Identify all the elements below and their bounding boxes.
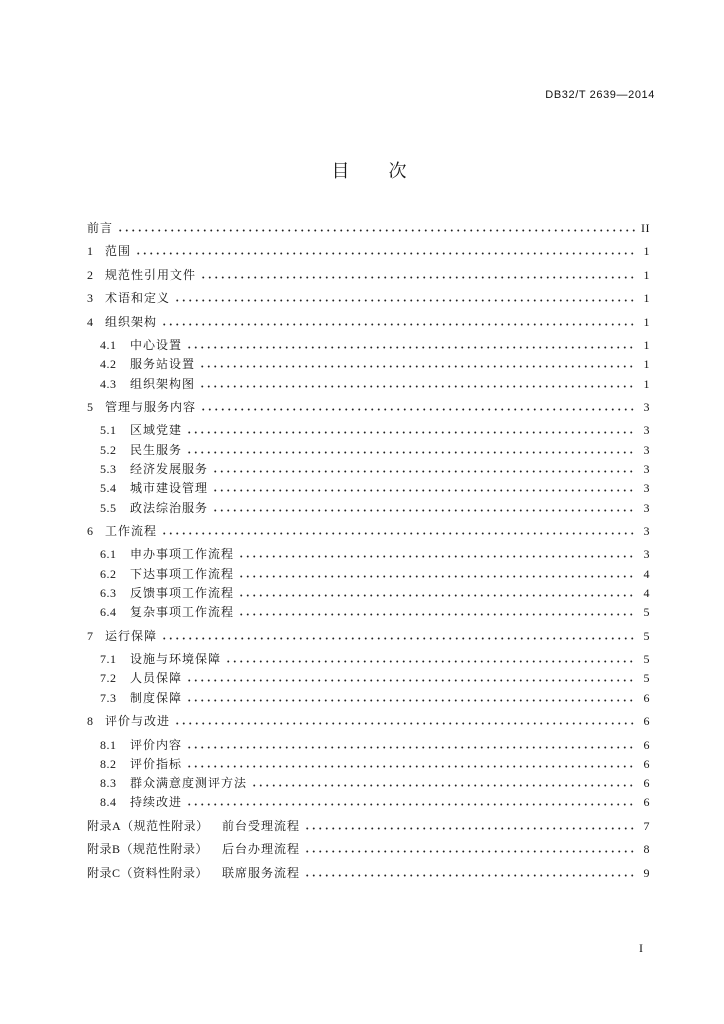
toc-entry-title: 前言 — [87, 221, 114, 235]
toc-entry-number: 附录B（规范性附录） — [87, 842, 209, 857]
toc-entry-number: 5 — [87, 400, 94, 414]
toc-entry-page: 3 — [643, 400, 650, 414]
dot-leader — [161, 637, 635, 640]
dot-leader — [238, 575, 635, 578]
dot-leader — [186, 431, 635, 434]
dot-leader — [200, 408, 635, 411]
toc-appendix-entry — [87, 841, 650, 857]
toc-entry-title: 制度保障 — [130, 690, 183, 705]
toc-entry-page: 1 — [643, 314, 650, 329]
dot-leader — [304, 874, 635, 877]
toc-section-entry — [87, 290, 650, 306]
toc-entry-page: 1 — [643, 267, 650, 282]
toc-entry-title: 评价指标 — [130, 756, 183, 771]
toc-entry-title: 反馈事项工作流程 — [130, 586, 235, 600]
toc-entry-page: 3 — [643, 524, 650, 538]
dot-leader — [238, 594, 635, 597]
toc-subsection-entry — [100, 794, 650, 810]
toc-entry-page: 3 — [643, 462, 650, 476]
dot-leader — [117, 229, 635, 232]
dot-leader — [186, 746, 635, 749]
toc-section-entry — [87, 399, 650, 415]
toc-entry-number: 7.2 — [100, 671, 117, 686]
toc-entry-title: 管理与服务内容 — [105, 400, 197, 414]
toc-entry-page: 5 — [643, 605, 650, 620]
toc-entry-page: 7 — [643, 818, 650, 833]
toc-entry-page: 3 — [643, 481, 650, 496]
toc-entry-number: 5.1 — [100, 423, 117, 438]
toc-entry-page: 6 — [643, 737, 650, 752]
toc-section-entry — [87, 267, 650, 283]
toc-subsection-entry — [100, 442, 650, 458]
toc-entry-page: 6 — [643, 756, 650, 771]
dot-leader — [251, 784, 635, 787]
toc-entry-title: 区域党建 — [130, 423, 183, 438]
toc-subsection-entry — [100, 546, 650, 562]
dot-leader — [174, 722, 635, 725]
toc-entry-title: 运行保障 — [105, 628, 158, 643]
toc-entry-title: 规范性引用文件 — [105, 267, 197, 282]
toc-entry-page: 8 — [643, 842, 650, 857]
dot-leader — [304, 850, 635, 853]
toc-subsection-entry — [100, 422, 650, 438]
toc-entry-page: 3 — [643, 442, 650, 457]
toc-entry-page: 4 — [643, 586, 650, 600]
toc-section-entry — [87, 243, 650, 259]
toc-entry-number: 4 — [87, 314, 94, 329]
toc-entry-title: 联席服务流程 — [222, 865, 301, 880]
toc-subsection-entry — [100, 690, 650, 706]
toc-entry-number: 8.4 — [100, 795, 117, 810]
dot-leader — [200, 276, 635, 279]
toc-entry-title: 工作流程 — [105, 524, 158, 538]
toc-entry-number: 5.3 — [100, 462, 117, 476]
toc-entry-number: 1 — [87, 244, 94, 259]
toc-entry-title: 术语和定义 — [105, 291, 171, 306]
toc-entry-page: 5 — [643, 628, 650, 643]
toc-entry-number: 8.3 — [100, 776, 117, 791]
dot-leader — [225, 660, 635, 663]
toc-subsection-entry — [100, 756, 650, 772]
toc-section-entry — [87, 523, 650, 539]
toc-entry-page: 5 — [643, 671, 650, 686]
dot-leader — [186, 803, 635, 806]
dot-leader — [212, 489, 635, 492]
toc-entry-title: 人员保障 — [130, 671, 183, 686]
toc-entry-number: 附录C（资料性附录） — [87, 865, 209, 880]
toc-entry-number: 附录A（规范性附录） — [87, 818, 209, 833]
toc-entry-number: 5.4 — [100, 481, 117, 496]
toc-entry-number: 5.2 — [100, 442, 117, 457]
toc-entry-page: 4 — [643, 566, 650, 581]
dot-leader — [186, 679, 635, 682]
dot-leader — [199, 385, 635, 388]
toc-entry-page: 1 — [643, 291, 650, 306]
toc-subsection-entry — [100, 500, 650, 516]
toc-entry-page: 6 — [643, 714, 650, 729]
toc-entry-page: 3 — [643, 547, 650, 562]
toc-entry-number: 5.5 — [100, 500, 117, 515]
toc-appendix-entry — [87, 865, 650, 881]
dot-leader — [212, 509, 635, 512]
toc-entry-page: 6 — [643, 776, 650, 791]
toc-entry-title: 持续改进 — [130, 795, 183, 810]
toc-entry-title: 下达事项工作流程 — [130, 566, 235, 581]
toc-subsection-entry — [100, 480, 650, 496]
toc-entry-number: 4.3 — [100, 376, 117, 391]
toc-section-entry — [87, 628, 650, 644]
toc-entry-number: 7.3 — [100, 690, 117, 705]
dot-leader — [199, 365, 635, 368]
toc-entry-page: 6 — [643, 795, 650, 810]
toc-subsection-entry — [100, 670, 650, 686]
toc-entry-number: 3 — [87, 291, 94, 306]
toc-entry-title: 民生服务 — [130, 442, 183, 457]
toc-subsection-entry — [100, 585, 650, 601]
toc-entry-title: 复杂事项工作流程 — [130, 605, 235, 620]
page-number: I — [639, 941, 643, 955]
dot-leader — [186, 699, 635, 702]
toc-entry-title: 政法综治服务 — [130, 500, 209, 515]
toc-entry-title: 组织架构图 — [130, 376, 196, 391]
dot-leader — [238, 613, 635, 616]
toc-subsection-entry — [100, 356, 650, 372]
toc-entry-number: 4.2 — [100, 357, 117, 372]
toc-entry-number: 7.1 — [100, 652, 117, 667]
toc-section-entry — [87, 220, 650, 236]
toc-entry-number: 8.1 — [100, 737, 117, 752]
toc-entry-title: 城市建设管理 — [130, 481, 209, 496]
toc-entry-number: 7 — [87, 628, 94, 643]
toc-entry-number: 8.2 — [100, 756, 117, 771]
toc-subsection-entry — [100, 737, 650, 753]
toc-entry-title: 申办事项工作流程 — [130, 547, 235, 562]
toc-entry-page: 1 — [643, 338, 650, 352]
toc-entry-page: 5 — [643, 652, 650, 667]
toc-entry-number: 8 — [87, 714, 94, 729]
toc-entry-title: 范围 — [105, 244, 132, 259]
toc-entry-number: 6.4 — [100, 605, 117, 620]
toc-entry-title: 组织架构 — [105, 314, 158, 329]
standard-code-header: DB32/T 2639—2014 — [545, 89, 655, 101]
toc-entry-title: 评价与改进 — [105, 714, 171, 729]
toc-entry-number: 4.1 — [100, 338, 117, 352]
dot-leader — [161, 532, 635, 535]
toc-subsection-entry — [100, 604, 650, 620]
toc-subsection-entry — [100, 376, 650, 392]
toc-subsection-entry — [100, 775, 650, 791]
dot-leader — [135, 252, 635, 255]
toc-entry-page: II — [641, 221, 650, 235]
toc-entry-page: 9 — [643, 865, 650, 880]
toc-entry-title: 设施与环境保障 — [130, 652, 222, 667]
toc-subsection-entry — [100, 461, 650, 477]
toc-entry-number: 2 — [87, 267, 94, 282]
toc-section-entry — [87, 713, 650, 729]
toc-entry-title: 服务站设置 — [130, 357, 196, 372]
dot-leader — [186, 346, 635, 349]
toc-section-entry — [87, 314, 650, 330]
toc-entry-page: 1 — [643, 357, 650, 372]
toc-entry-number: 6.3 — [100, 586, 117, 600]
toc-subsection-entry — [100, 651, 650, 667]
toc-entry-page: 3 — [643, 423, 650, 438]
toc-entry-title: 评价内容 — [130, 737, 183, 752]
toc-entry-title: 前台受理流程 — [222, 818, 301, 833]
dot-leader — [212, 470, 635, 473]
toc-appendix-entry — [87, 818, 650, 834]
toc-entry-page: 6 — [643, 690, 650, 705]
toc-entry-title: 后台办理流程 — [222, 842, 301, 857]
dot-leader — [304, 827, 635, 830]
toc-entry-page: 1 — [643, 244, 650, 259]
toc-entry-page: 3 — [643, 500, 650, 515]
dot-leader — [186, 765, 635, 768]
toc-entry-page: 1 — [643, 376, 650, 391]
toc-entry-title: 群众满意度测评方法 — [130, 776, 248, 791]
toc-entry-number: 6.1 — [100, 547, 117, 562]
toc-entry-title: 经济发展服务 — [130, 462, 209, 476]
toc-entry-number: 6 — [87, 524, 94, 538]
toc-subsection-entry — [100, 566, 650, 582]
toc-entry-number: 6.2 — [100, 566, 117, 581]
toc-entry-title: 中心设置 — [130, 338, 183, 352]
page-title: 目 次 — [331, 161, 408, 182]
dot-leader — [174, 299, 635, 302]
dot-leader — [161, 323, 635, 326]
dot-leader — [186, 451, 635, 454]
dot-leader — [238, 555, 635, 558]
toc-subsection-entry — [100, 337, 650, 353]
